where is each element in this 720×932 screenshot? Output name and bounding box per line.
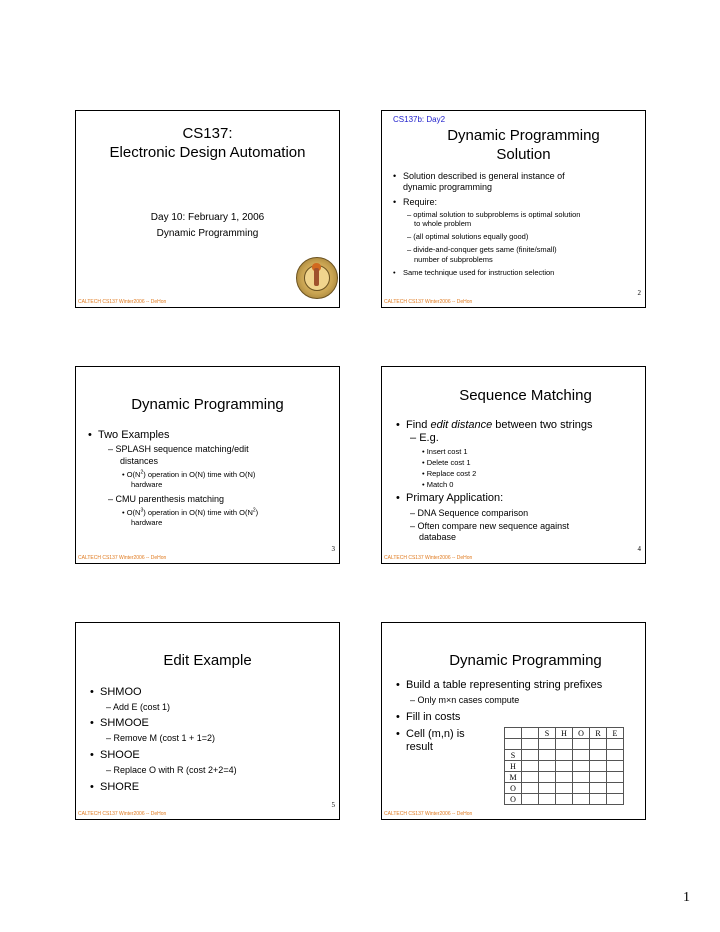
table-row-header: O <box>505 794 522 805</box>
bullet: • Build a table representing string prefixes <box>396 679 603 691</box>
slide-number: 5 <box>331 801 335 809</box>
table-column-header: R <box>590 728 607 739</box>
table-cell <box>573 772 590 783</box>
sub-bullet: – optimal solution to subproblems is optimal solution <box>407 210 581 219</box>
sub-sub-bullet: • Match 0 <box>422 480 454 489</box>
table-cell <box>573 783 590 794</box>
slide-footer: CALTECH CS137 Winter2006 -- DeHon <box>384 299 473 305</box>
title-line: Electronic Design Automation <box>109 144 306 161</box>
sub-sub-bullet: • $O(N^2)$ operation in O(N) time with O(N) <box>122 469 256 479</box>
table-cell <box>522 794 539 805</box>
slide-6-title: Dynamic Programming <box>449 652 602 669</box>
sub-sub-bullet: • Delete cost 1 <box>422 458 471 467</box>
table-cell <box>573 761 590 772</box>
title-line: CS137: <box>182 125 233 142</box>
table-row-header: H <box>505 761 522 772</box>
table-row-header: S <box>505 750 522 761</box>
bullet-continued: result <box>406 741 433 753</box>
table-cell <box>539 794 556 805</box>
slide-1-subtitle: Dynamic Programming <box>156 228 259 239</box>
slide-5-title: Edit Example <box>163 652 252 669</box>
slide-2-title <box>392 126 646 164</box>
bullet: • Same technique used for instruction selection <box>393 268 555 277</box>
table-cell <box>590 772 607 783</box>
table-cell <box>590 739 607 750</box>
slide-5 <box>75 622 340 820</box>
table-row <box>505 772 624 783</box>
table-row <box>505 750 624 761</box>
table-row-header: M <box>505 772 522 783</box>
page-number: 1 <box>683 890 690 905</box>
slide-1-date: Day 10: February 1, 2006 <box>150 212 265 223</box>
sub-sub-bullet: • $O(N^3)$ operation in O(N) time with $O(N^2)$ <box>122 507 259 517</box>
sub-bullet: – CMU parenthesis matching <box>108 494 225 504</box>
title-line: Dynamic Programming <box>447 127 600 144</box>
table-cell <box>607 750 624 761</box>
sub-bullet-continued: to whole problem <box>414 219 472 228</box>
slide-2-tag: CS137b: Day2 <box>393 115 446 124</box>
table-cell <box>573 750 590 761</box>
bullet-continued: dynamic programming <box>403 182 493 192</box>
table-cell <box>556 772 573 783</box>
sub-sub-bullet-continued: hardware <box>131 480 163 489</box>
bullet: • Find edit distance between two strings <box>396 419 593 431</box>
table-cell <box>539 739 556 750</box>
sub-bullet: – Remove M (cost 1 + 1=2) <box>106 733 216 743</box>
prefix-cost-table <box>504 727 624 805</box>
sub-bullet: – Replace O with R (cost 2+2=4) <box>106 765 237 775</box>
bullet: • SHMOO <box>90 686 142 698</box>
table-cell <box>556 794 573 805</box>
table-cell <box>522 761 539 772</box>
sub-bullet: – DNA Sequence comparison <box>410 508 529 518</box>
slide-4 <box>381 366 646 564</box>
table-cell <box>590 794 607 805</box>
bullet: • Cell (m,n) is <box>396 728 465 740</box>
bullet: • Primary Application: <box>396 492 504 504</box>
slide-4-title: Sequence Matching <box>459 387 592 404</box>
table-cell <box>607 783 624 794</box>
table-cell <box>590 761 607 772</box>
table-column-header: E <box>607 728 624 739</box>
table-corner-cell <box>505 728 522 739</box>
slide-1-title <box>76 124 339 162</box>
table-cell <box>522 739 539 750</box>
slide-number: 2 <box>637 289 641 297</box>
slide-3-title: Dynamic Programming <box>131 396 284 413</box>
bullet: • Solution described is general instance of <box>393 171 565 181</box>
slide-1 <box>75 110 340 308</box>
table-cell <box>505 739 522 750</box>
table-cell <box>590 783 607 794</box>
table-cell <box>573 794 590 805</box>
table-row <box>505 794 624 805</box>
slide-2 <box>381 110 646 308</box>
table-cell <box>573 739 590 750</box>
sub-bullet: – Often compare new sequence against <box>410 521 570 531</box>
table-cell <box>556 761 573 772</box>
table-cell <box>556 783 573 794</box>
bullet: • Two Examples <box>88 429 170 441</box>
table-cell <box>522 772 539 783</box>
table-cell <box>539 783 556 794</box>
table-cell <box>539 750 556 761</box>
slide-6 <box>381 622 646 820</box>
table-cell <box>539 761 556 772</box>
sub-sub-bullet: • Insert cost 1 <box>422 447 468 456</box>
sub-sub-bullet-continued: hardware <box>131 518 163 527</box>
sub-bullet: – Add E (cost 1) <box>106 702 171 712</box>
slide-number: 3 <box>331 545 335 553</box>
slide-footer: CALTECH CS137 Winter2006 -- DeHon <box>384 811 473 817</box>
slide-number: 4 <box>637 545 641 553</box>
sub-bullet: – E.g. <box>410 432 439 444</box>
bullet: • SHOOE <box>90 749 140 761</box>
table-cell <box>590 750 607 761</box>
table-column-header: S <box>539 728 556 739</box>
sub-bullet: – (all optimal solutions equally good) <box>407 232 529 241</box>
table-column-header: O <box>573 728 590 739</box>
sub-sub-bullet: • Replace cost 2 <box>422 469 477 478</box>
slide-footer: CALTECH CS137 Winter2006 -- DeHon <box>78 299 167 305</box>
slide-footer: CALTECH CS137 Winter2006 -- DeHon <box>384 555 473 561</box>
table-cell <box>522 783 539 794</box>
bullet: • Fill in costs <box>396 711 461 723</box>
table-cell <box>607 794 624 805</box>
sub-bullet-continued: distances <box>120 456 159 466</box>
bullet: • Require: <box>393 197 438 207</box>
table-row <box>505 739 624 750</box>
table-cell <box>607 772 624 783</box>
sub-bullet: – Only m×n cases compute <box>410 695 520 705</box>
slide-footer: CALTECH CS137 Winter2006 -- DeHon <box>78 811 167 817</box>
slide-3 <box>75 366 340 564</box>
table-cell <box>607 739 624 750</box>
caltech-seal-logo <box>296 257 338 299</box>
table-row <box>505 761 624 772</box>
table-cell <box>556 750 573 761</box>
title-line: Solution <box>496 146 551 163</box>
bullet: • SHMOOE <box>90 717 149 729</box>
table-cell <box>539 772 556 783</box>
slide-footer: CALTECH CS137 Winter2006 -- DeHon <box>78 555 167 561</box>
table-row-header: O <box>505 783 522 794</box>
table-cell <box>522 750 539 761</box>
sub-bullet: – SPLASH sequence matching/edit <box>108 444 249 454</box>
table-column-header: H <box>556 728 573 739</box>
sub-bullet-continued: number of subproblems <box>414 255 493 264</box>
table-cell <box>556 739 573 750</box>
table-cell <box>522 728 539 739</box>
table-row <box>505 783 624 794</box>
table-header-row <box>505 728 624 739</box>
table-cell <box>607 761 624 772</box>
sub-bullet-continued: database <box>419 532 457 542</box>
sub-bullet: – divide-and-conquer gets same (finite/small) <box>407 245 557 254</box>
bullet: • SHORE <box>90 781 140 793</box>
